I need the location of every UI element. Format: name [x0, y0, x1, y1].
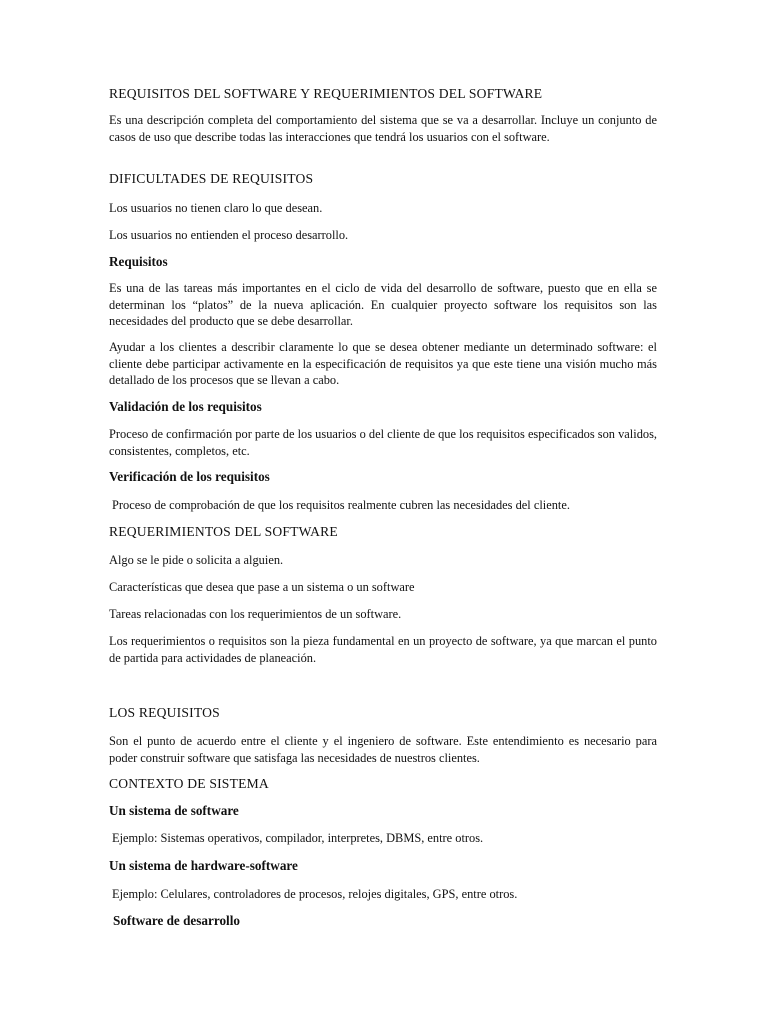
- software-desarrollo-heading: Software de desarrollo: [113, 913, 240, 928]
- contexto-heading: CONTEXTO DE SISTEMA: [109, 776, 269, 791]
- requerimiento-item-2: Características que desea que pase a un sistema o un software: [109, 580, 415, 594]
- document-title: REQUISITOS DEL SOFTWARE Y REQUERIMIENTOS DEL SOFTWARE: [109, 86, 543, 101]
- dificultad-item-1: Los usuarios no tienen claro lo que desean.: [109, 201, 323, 215]
- requerimiento-item-4: Los requerimientos o requisitos son la pieza fundamental en un proyecto de software, ya que marcan el punto de partida para actividades de planeación.: [109, 634, 657, 665]
- dificultades-heading: DIFICULTADES DE REQUISITOS: [109, 171, 314, 186]
- requerimiento-item-1: Algo se le pide o solicita a alguien.: [109, 553, 284, 567]
- sistema-software-example: Ejemplo: Sistemas operativos, compilador, interpretes, DBMS, entre otros.: [112, 831, 484, 845]
- dificultad-item-2: Los usuarios no entienden el proceso desarrollo.: [109, 228, 349, 242]
- requisitos-heading: Requisitos: [109, 254, 168, 269]
- requisitos-paragraph-1: Es una de las tareas más importantes en el ciclo de vida del desarrollo de software, puesto que en ella se determinan los “platos” de la nueva aplicación. En cualquier proyecto software los requisitos son las necesidades del producto que se debe desarrollar.: [109, 281, 657, 328]
- intro-paragraph: Es una descripción completa del comportamiento del sistema que se va a desarrollar. Incluye un conjunto de casos de uso que describe todas las interacciones que tendrá los usuarios con el software.: [109, 113, 657, 144]
- validacion-heading: Validación de los requisitos: [109, 399, 262, 414]
- requerimiento-item-3: Tareas relacionadas con los requerimientos de un software.: [109, 607, 402, 621]
- verificacion-heading: Verificación de los requisitos: [109, 469, 270, 484]
- sistema-software-heading: Un sistema de software: [109, 803, 239, 818]
- requerimientos-heading: REQUERIMIENTOS DEL SOFTWARE: [109, 524, 338, 539]
- validacion-paragraph: Proceso de confirmación por parte de los usuarios o del cliente de que los requisitos especificados son validos, consistentes, completos, etc.: [109, 427, 657, 458]
- sistema-hw-example: Ejemplo: Celulares, controladores de procesos, relojes digitales, GPS, entre otros.: [112, 887, 518, 901]
- los-requisitos-paragraph: Son el punto de acuerdo entre el cliente y el ingeniero de software. Este entendimiento es necesario para poder construir software que satisfaga las necesidades de nuestros clientes.: [109, 734, 657, 765]
- sistema-hw-heading: Un sistema de hardware-software: [109, 858, 298, 873]
- verificacion-paragraph: Proceso de comprobación de que los requisitos realmente cubren las necesidades del cliente.: [112, 498, 570, 512]
- los-requisitos-heading: LOS REQUISITOS: [109, 705, 220, 720]
- requisitos-paragraph-2: Ayudar a los clientes a describir claramente lo que se desea obtener mediante un determinado software: el cliente debe participar activamente en la especificación de requisitos ya que este tiene una visión mucho más detallado de los procesos que se llevan a cabo.: [109, 340, 657, 387]
